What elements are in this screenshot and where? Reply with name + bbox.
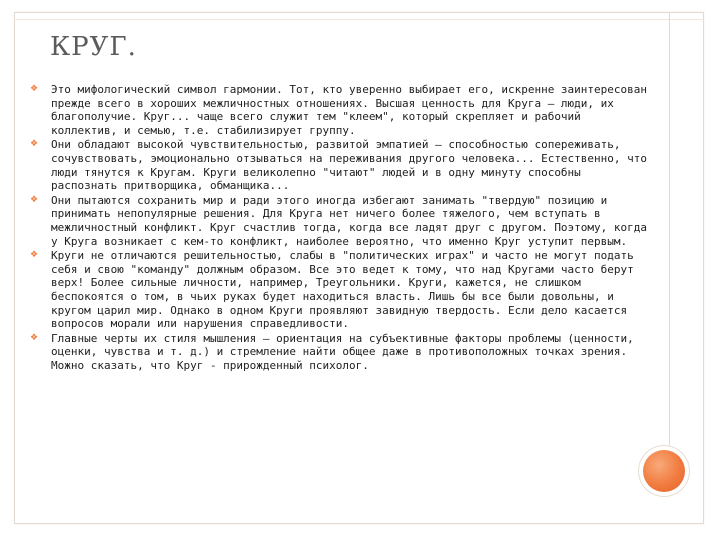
list-item	[30, 194, 650, 248]
list-item	[30, 138, 650, 192]
bullet-list	[30, 83, 650, 373]
list-item-text: Круги не отличаются решительностью, слабы в "политических играх" и часто не могут подать себя и свою "команду" должным образом. Все это ведет к тому, что над Кругами часто берут верх! Более сильные личности, например, Треугольники. Круги, кажется, не слишком беспокоятся о том, в чьих руках будет находиться власть. Лишь бы все были довольны, и кругом царил мир. Однако в одном Круги проявляют завидную твердость. Если дело касается вопросов морали или нарушения справедливости.	[51, 249, 634, 331]
decorative-orange-circle	[643, 450, 685, 492]
list-item-text: Они обладают высокой чувствительностью, развитой эмпатией – способностью сопереживать, сочувствовать, эмоционально отзываться на переживания другого человека... Естественно, что люди тянутся к Кругам. Круги великолепно "читают" людей и в одну минуту способны распознать притворщика, обманщика...	[51, 138, 648, 193]
list-item	[30, 83, 650, 137]
fleuron-bullet-icon: ❖	[30, 194, 39, 205]
decorative-vertical-line	[669, 12, 670, 457]
list-item-text: Это мифологический символ гармонии. Тот, кто уверенно выбирает его, искренне заинтересован прежде всего в хороших межличностных отношениях. Высшая ценность для Круга – люди, их благополучие. Круг... чаще всего служит тем "клеем", который скрепляет и рабочий коллектив, и семью, т.е. стабилизирует группу.	[51, 83, 648, 137]
fleuron-bullet-icon: ❖	[30, 139, 39, 150]
fleuron-bullet-icon: ❖	[30, 332, 39, 343]
list-item-text: Они пытаются сохранить мир и ради этого иногда избегают занимать "твердую" позицию и принимать непопулярные решения. Для Круга нет ничего более тяжелого, чем вступать в межличностный конфликт. Круг счастлив тогда, когда все ладят друг с другом. Поэтому, когда у Круга возникает с кем-то конфликт, наиболее вероятно, что именно Круг уступит первым.	[51, 193, 648, 248]
list-item	[30, 249, 650, 331]
slide-frame-top-edge	[14, 12, 704, 20]
slide-title: КРУГ.	[50, 32, 137, 62]
list-item	[30, 332, 650, 373]
list-item-text: Главные черты их стиля мышления – ориентация на субъективные факторы проблемы (ценности, оценки, чувства и т. д.) и стремление найти общее даже в противоположных точках зрения. Можно сказать, что Круг - прирожденный психолог.	[51, 331, 634, 372]
fleuron-bullet-icon: ❖	[30, 84, 39, 94]
fleuron-bullet-icon: ❖	[30, 250, 39, 261]
